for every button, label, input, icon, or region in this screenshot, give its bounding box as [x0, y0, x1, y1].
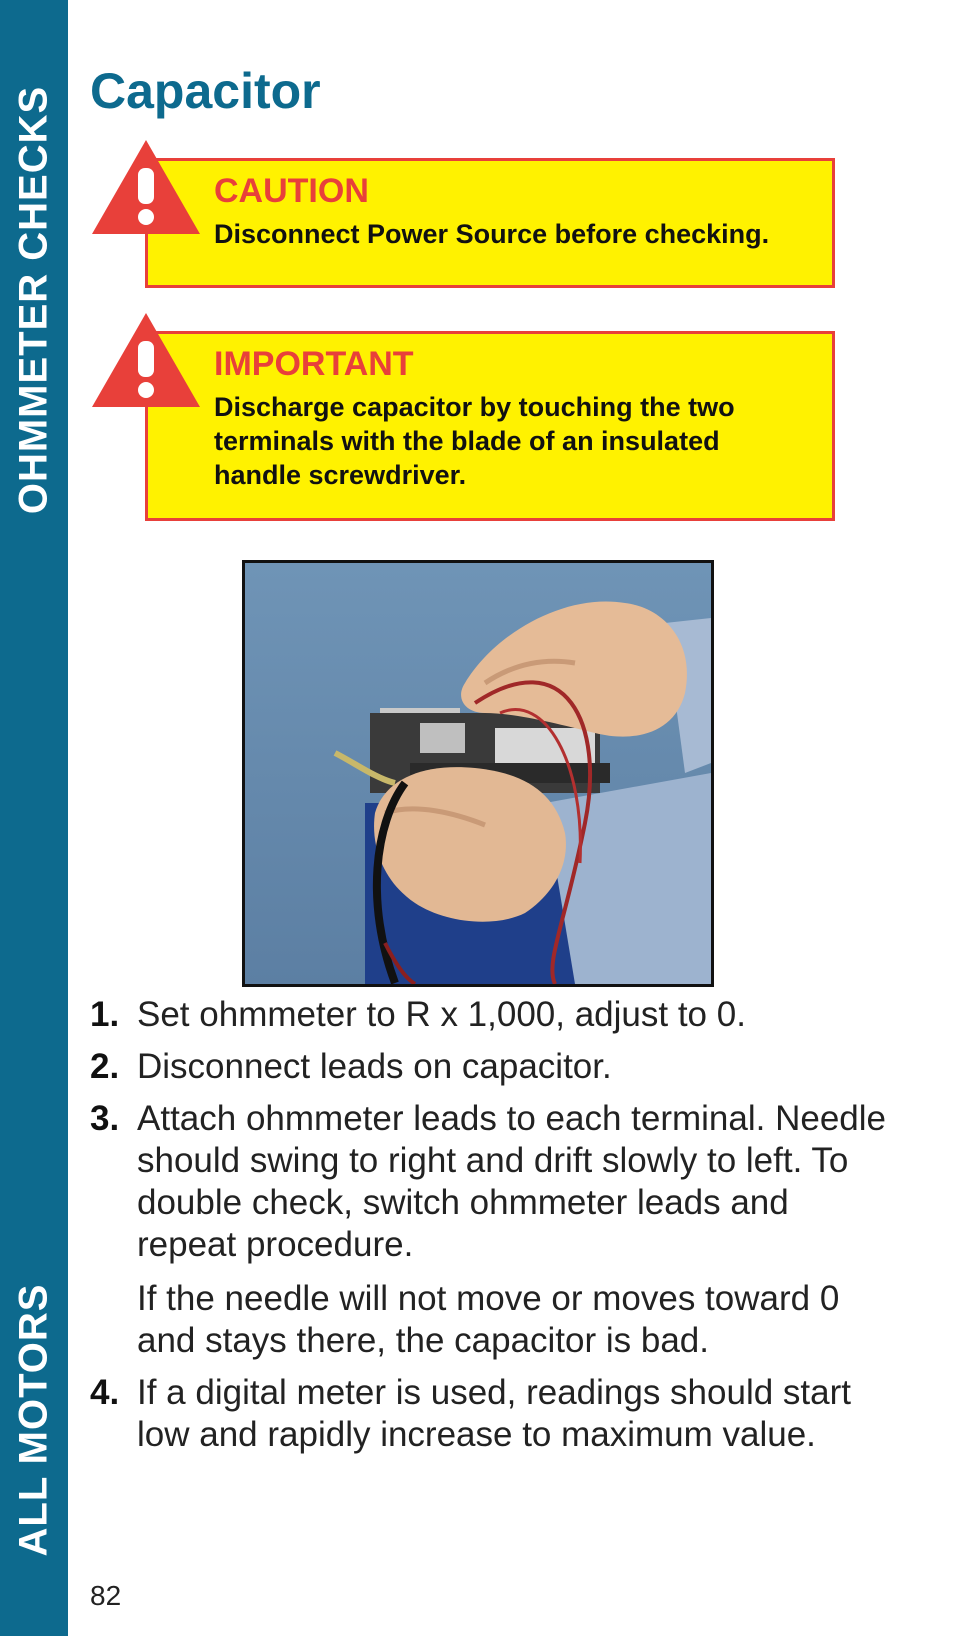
warning-triangle-icon	[90, 138, 202, 236]
step-text: Disconnect leads on capacitor.	[137, 1047, 612, 1086]
important-text: Discharge capacitor by touching the two terminals with the blade of an insulated handle screwdriver.	[214, 392, 735, 490]
step-number: 2.	[90, 1047, 120, 1086]
sidebar-chapter-label: ALL MOTORS	[11, 1283, 56, 1557]
step-text: Attach ohmmeter leads to each terminal. Needle should swing to right and drift slowly to left. To double check, switch ohmmeter leads and repeat procedure.	[137, 1099, 886, 1264]
important-heading: IMPORTANT	[214, 345, 414, 383]
caution-heading: CAUTION	[214, 172, 369, 210]
warning-triangle-icon	[90, 311, 202, 409]
caution-box	[145, 158, 835, 288]
step-number: 1.	[90, 995, 120, 1034]
list-item	[90, 994, 890, 1036]
list-item	[90, 1098, 890, 1362]
page-title: Capacitor	[90, 63, 321, 119]
sidebar-section-label: OHMMETER CHECKS	[11, 85, 56, 515]
procedure-steps	[90, 994, 890, 1466]
caution-text: Disconnect Power Source before checking.	[214, 219, 770, 250]
step-number: 3.	[90, 1099, 120, 1138]
important-box	[145, 331, 835, 521]
capacitor-test-photo	[242, 560, 714, 987]
sidebar	[0, 0, 68, 1636]
step-number: 4.	[90, 1373, 120, 1412]
step-text: Set ohmmeter to R x 1,000, adjust to 0.	[137, 995, 746, 1034]
page-number: 82	[90, 1580, 122, 1611]
step-note: If the needle will not move or moves toward 0 and stays there, the capacitor is bad.	[137, 1279, 840, 1360]
list-item	[90, 1372, 890, 1456]
list-item	[90, 1046, 890, 1088]
step-text: If a digital meter is used, readings should start low and rapidly increase to maximum value.	[137, 1373, 851, 1454]
